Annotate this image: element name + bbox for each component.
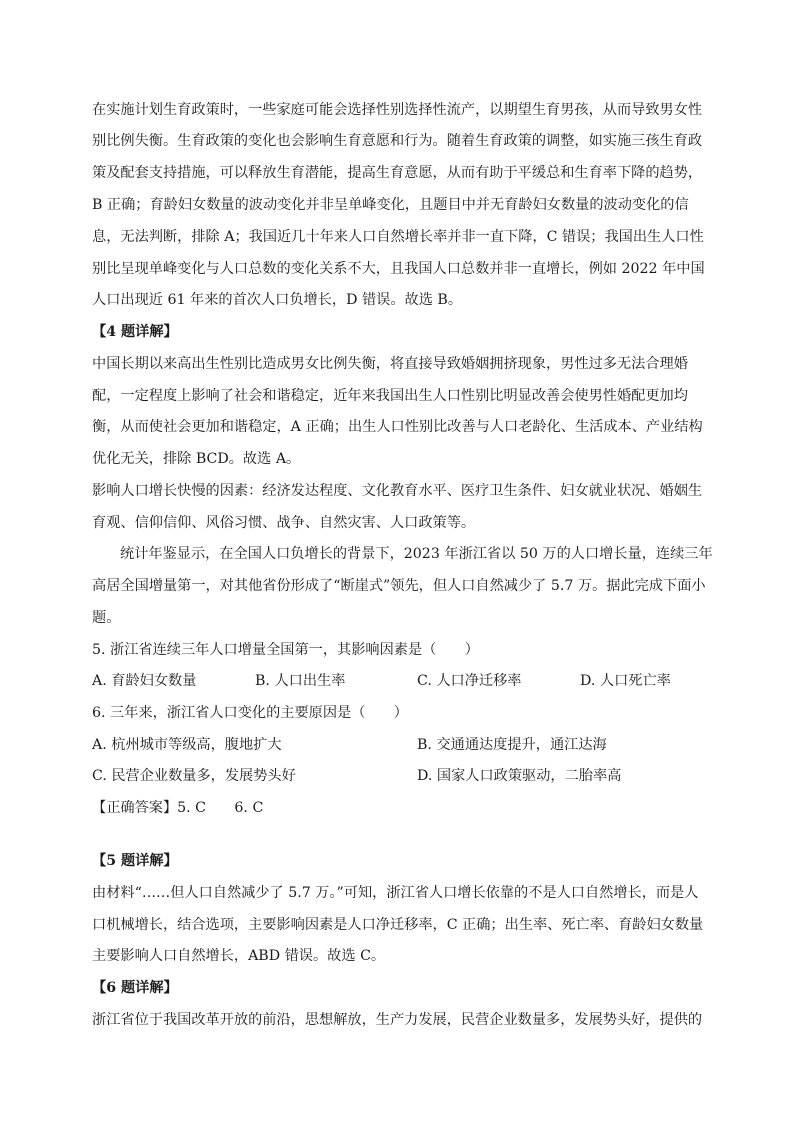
question-6: 6. 三年来，浙江省人口变化的主要原因是（ ） <box>92 705 408 721</box>
paragraph-line: B 正确；育龄妇女数量的波动变化并非呈单峰变化，且题目中并无育龄妇女数量的波动变化的信 <box>92 197 689 213</box>
paragraph-line: 影响人口增长快慢的因素：经济发达程度、文化教育水平、医疗卫生条件、妇女就业状况、婚姻生 <box>92 483 703 499</box>
question-stem-line: 高居全国增量第一，对其他省份形成了“断崖式”领先，但人口自然减少了 5.7 万。据此完成下面小 <box>92 578 706 594</box>
section-heading-q5: 【5 题详解】 <box>92 853 178 869</box>
section-heading-q4: 【4 题详解】 <box>92 324 178 340</box>
paragraph-line: 息，无法判断，排除 A；我国近几十年来人口自然增长率并非一直下降，C 错误；我国出生人口性 <box>92 229 704 245</box>
paragraph-line: 中国长期以来高出生性别比造成男女比例失衡，将直接导致婚姻拥挤现象，男性过多无法合理婚 <box>92 356 688 372</box>
section-heading-q6: 【6 题详解】 <box>92 980 178 996</box>
paragraph-line: 配，一定程度上影响了社会和谐稳定，近年来我国出生人口性别比明显改善会使男性婚配更加均 <box>92 388 688 404</box>
question-5-option-b: B. 人口出生率 <box>255 673 346 689</box>
paragraph-line: 别比例失衡。生育政策的变化也会影响生育意愿和行为。随着生育政策的调整，如实施三孩生育政 <box>92 133 703 149</box>
question-stem-line: 统计年鉴显示，在全国人口负增长的背景下，2023 年浙江省以 50 万的人口增长量，连续三年 <box>120 546 713 562</box>
paragraph-line: 育观、信仰信仰、风俗习惯、战争、自然灾害、人口政策等。 <box>92 515 476 531</box>
paragraph-line: 别比呈现单峰变化与人口总数的变化关系不大，且我国人口总数并非一直增长，例如 2022 年中国 <box>92 261 705 277</box>
paragraph-line: 人口出现近 61 年来的首次人口负增长，D 错误。故选 B。 <box>92 292 463 308</box>
paragraph-line: 衡，从而使社会更加和谐稳定，A 正确；出生人口性别比改善与人口老龄化、生活成本、产业结构 <box>92 419 703 435</box>
paragraph-line: 浙江省位于我国改革开放的前沿，思想解放，生产力发展，民营企业数量多，发展势头好，提供的 <box>92 1012 703 1028</box>
paragraph-line: 在实施计划生育政策时，一些家庭可能会选择性别选择性流产，以期望生育男孩，从而导致男女性 <box>92 102 703 118</box>
question-5: 5. 浙江省连续三年人口增量全国第一，其影响因素是（ ） <box>92 642 479 658</box>
question-5-option-c: C. 人口净迁移率 <box>417 673 522 689</box>
paragraph-line: 由材料“……但人口自然减少了 5.7 万。”可知，浙江省人口增长依靠的不是人口自然增长，而是人 <box>92 885 699 901</box>
question-6-option-d: D. 国家人口政策驱动，二胎率高 <box>417 768 622 784</box>
paragraph-line: 优化无关，排除 BCD。故选 A。 <box>92 451 301 467</box>
question-stem-line: 题。 <box>92 610 121 626</box>
question-6-option-c: C. 民营企业数量多，发展势头好 <box>92 768 296 784</box>
correct-answer: 【正确答案】5. C 6. C <box>92 800 264 816</box>
question-5-option-a: A. 育龄妇女数量 <box>92 673 197 689</box>
question-5-option-d: D. 人口死亡率 <box>580 673 671 689</box>
paragraph-line: 口机械增长，结合选项，主要影响因素是人口净迁移率，C 正确；出生率、死亡率、育龄妇女数量 <box>92 917 704 933</box>
paragraph-line: 主要影响人口自然增长，ABD 错误。故选 C。 <box>92 948 386 964</box>
question-6-option-b: B. 交通通达度提升，通江达海 <box>417 737 607 753</box>
question-6-option-a: A. 杭州城市等级高，腹地扩大 <box>92 737 282 753</box>
paragraph-line: 策及配套支持措施，可以释放生育潜能，提高生育意愿，从而有助于平缓总和生育率下降的趋势， <box>92 165 703 181</box>
